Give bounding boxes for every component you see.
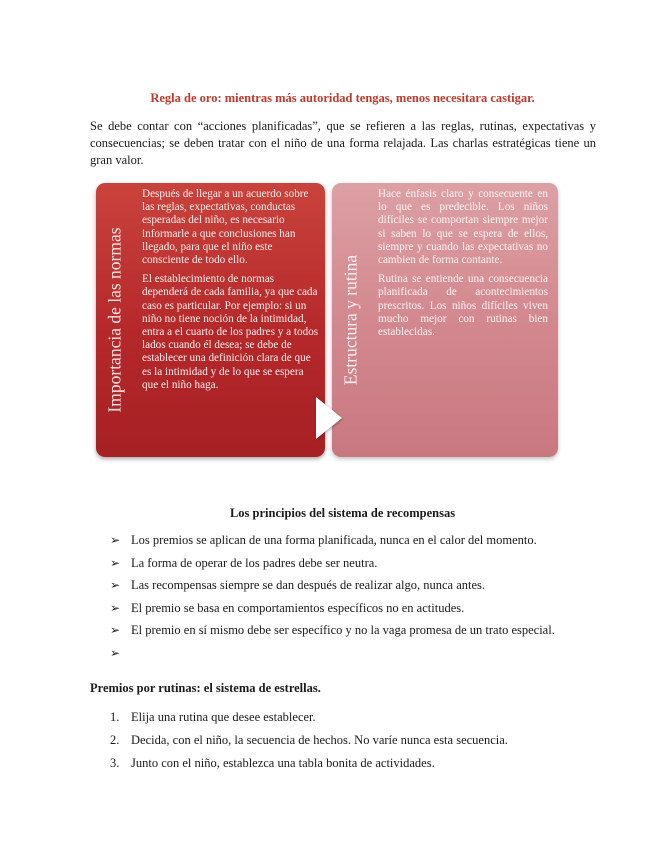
principles-list <box>110 532 600 667</box>
intro-paragraph: Se debe contar con “acciones planificadas”, que se refieren a las reglas, rutinas, expectativas y consecuencias; se deben tratar con el niño de una forma relajada. Las charlas estratégicas tiene un gran valor. <box>90 119 596 167</box>
list-item: 2. Decida, con el niño, la secuencia de hechos. No varíe nunca esta secuencia. <box>110 733 508 747</box>
routine-panel-text <box>378 188 548 345</box>
principles-heading: Los principios del sistema de recompensas <box>229 506 456 520</box>
golden-rule-heading: Regla de oro: mientras más autoridad tengas, menos necesitara castigar. <box>150 91 535 105</box>
list-item: 1. Elija una rutina que desee establecer. <box>110 710 316 724</box>
routines-heading: Premios por rutinas: el sistema de estrellas. <box>90 681 321 695</box>
arrow-bullet-icon: ➢ <box>110 578 121 592</box>
routine-paragraph: Hace énfasis claro y consecuente en lo que es predecible. Los niños difíciles se comportan siempre mejor si saben lo que se espera de ellos, siempre y cuando las expectativas no cambien de forma contante. <box>378 188 548 267</box>
routine-panel-label: Estructura y rutina <box>340 254 360 386</box>
arrow-bullet-icon: ➢ <box>110 555 121 570</box>
list-item: ➢ El premio se basa en comportamientos específicos no en actitudes. <box>110 600 465 615</box>
flow-arrow-icon <box>316 397 342 439</box>
routine-panel <box>332 183 558 457</box>
arrow-bullet-icon: ➢ <box>110 645 121 660</box>
routine-paragraph: Rutina se entiende una consecuencia planificada de acontecimientos prescritos. Los niños difíciles viven mucho mejor con rutinas bien establecidas. <box>378 273 548 339</box>
list-item: ➢ Los premios se aplican de una forma planificada, nunca en el calor del momento. <box>110 533 537 547</box>
list-item: 3. Junto con el niño, establezca una tabla bonita de actividades. <box>110 756 435 770</box>
norms-panel <box>96 183 325 457</box>
norms-panel-text <box>142 188 322 398</box>
arrow-bullet-icon: ➢ <box>110 600 121 615</box>
norms-paragraph: El establecimiento de normas dependerá de cada familia, ya que cada caso es particular. Por ejemplo: si un niño no tiene noción de la intimidad, entra a el cuarto de los padres y a todos lados cuando él desea; se debe de establecer una definición clara de que es la intimidad y de lo que se espera que el niño haga. <box>142 273 319 391</box>
list-item: ➢ La forma de operar de los padres debe ser neutra. <box>110 555 378 570</box>
norms-paragraph: Después de llegar a un acuerdo sobre las reglas, expectativas, conductas esperadas del niño, es necesario informarle a que conclusiones han llegado, para que el niño este consciente de todo ello. <box>142 188 309 267</box>
arrow-bullet-icon: ➢ <box>110 623 121 637</box>
arrow-bullet-icon: ➢ <box>110 533 121 547</box>
norms-panel-label: Importancia de las normas <box>104 227 124 413</box>
list-item: ➢ El premio en sí mismo debe ser específico y no la vaga promesa de un trato especial. <box>110 623 555 637</box>
routines-steps <box>110 709 600 778</box>
list-item <box>110 645 600 668</box>
list-item: ➢ Las recompensas siempre se dan después de realizar algo, nunca antes. <box>110 578 486 592</box>
